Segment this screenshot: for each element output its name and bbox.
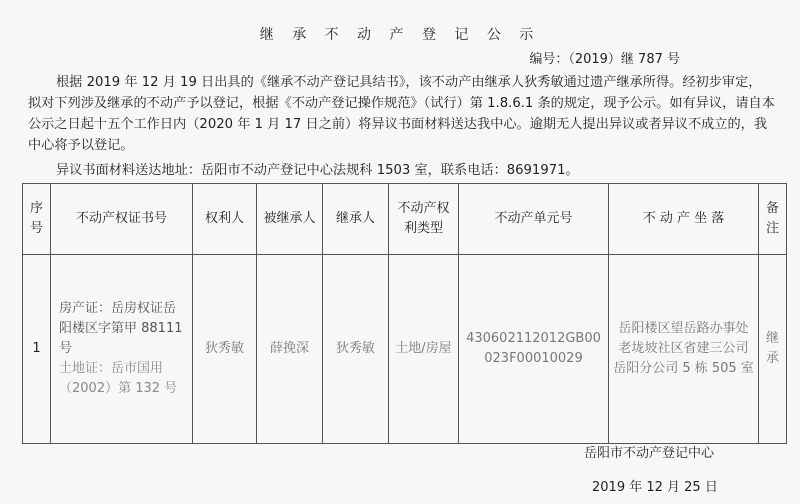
header-owner: 权利人 [193,184,257,255]
issuing-organization: 岳阳市不动产登记中心 [584,446,715,461]
cell-remark: 继承 [759,255,787,444]
table-header-row [23,184,787,255]
cell-heir: 狄秀敏 [323,255,389,444]
registration-table [22,183,787,444]
cell-cert-house: 房产证：岳房权证岳阳楼区字第甲 88111 号 [59,301,183,356]
header-no: 序号 [23,184,51,255]
table-row [23,255,787,444]
cell-decedent: 薛挽深 [257,255,323,444]
cell-unit-no: 430602112012GB00023F00010029 [459,255,609,444]
cell-location: 岳阳楼区望岳路办事处老垅坡社区省建三公司岳阳分公司 5 栋 505 室 [609,255,759,444]
notice-paragraph: 根据 2019 年 12 月 19 日出具的《继承不动产登记具结书》，该不动产由继承人狄秀敏通过遗产继承所得。经初步审定， 拟对下列涉及继承的不动产予以登记，根据《不动产登记操作规范》（试行）第 1.8.6.1 条的规定，现予公示。如有异议，请自本公示之日起十五个工作日内（2020 年 1 月 17 日之前）将异议书面材料送达我中心。逾期无人提出异议或者异议不成立的，我中心将予以登记。 [28,75,775,153]
header-location: 不 动 产 坐 落 [609,184,759,255]
cell-no: 1 [23,255,51,444]
cell-owner: 狄秀敏 [193,255,257,444]
header-right-type: 不动产权利类型 [389,184,459,255]
issue-date: 2019 年 12 月 25 日 [592,480,718,495]
header-heir: 继承人 [323,184,389,255]
cell-cert-land: 土地证：岳市国用（2002）第 132 号 [59,361,178,396]
header-decedent: 被继承人 [257,184,323,255]
objection-address: 异议书面材料送达地址：岳阳市不动产登记中心法规科 1503 室，联系电话：8691971。 [56,163,579,178]
cell-right-type: 土地/房屋 [389,255,459,444]
header-remark: 备注 [759,184,787,255]
document-number: 编号：（2019）继 787 号 [529,52,680,67]
header-unit-no: 不动产单元号 [459,184,609,255]
header-cert: 不动产权证书号 [51,184,193,255]
cell-cert [51,255,193,444]
page-title: 继 承 不 动 产 登 记 公 示 [259,27,541,43]
